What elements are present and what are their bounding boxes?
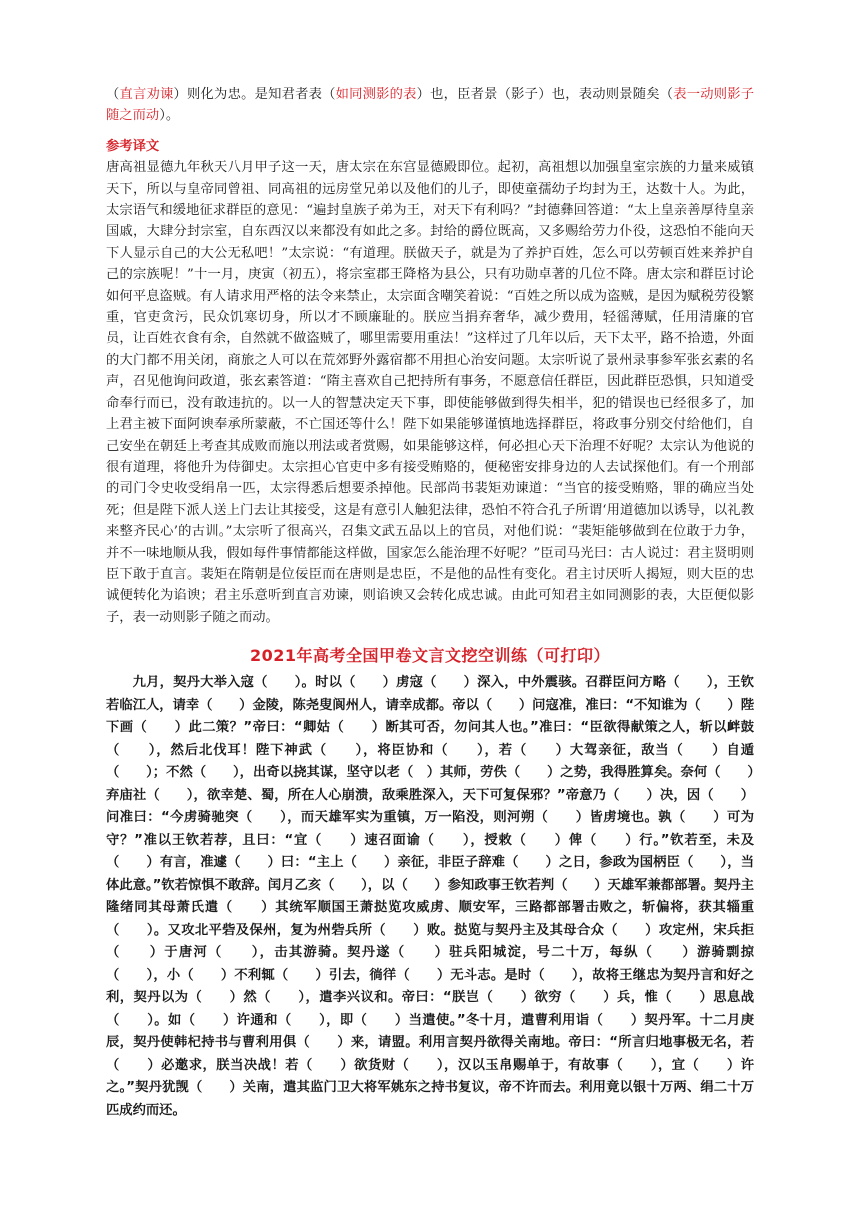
answers-line [106,84,754,127]
answer-blank: 直言劝谏 [119,87,174,102]
answers-text: （ [106,87,120,102]
answers-text: ）。 [159,108,180,124]
translation-body: 唐高祖显德九年秋天八月甲子这一天，唐太宗在东宫显德殿即位。起初，高祖想以加强皇室宗族的力量来威镇天下，所以与皇帝同曾祖、同高祖的远房堂兄弟以及他们的儿子，即使童孺幼子均封为王，达数十人。为此，太宗语气和缓地征求群臣的意见：“遍封皇族子弟为王，对天下有利吗？”封德彝回答道：“太上皇亲善厚待皇亲国戚，大肆分封宗室，自东西汉以来都没有如此之多。封给的爵位既高，又多赐给劳力仆役，这恐怕不能向天下人显示自己的大公无私吧！”太宗说：“有道理。朕做天子，就是为了养护百姓，怎么可以劳顿百姓来养护自己的宗族呢！”十一月，庚寅（初五），将宗室郡王降格为县公，只有功勋卓著的几位不降。唐太宗和群臣讨论如何平息盗贼。有人请求用严格的法令来禁止，太宗面含嘲笑着说：“百姓之所以成为盗贼，是因为赋税劳役繁重，官吏贪污，民众饥寒切身，所以才不顾廉耻的。朕应当捐弃奢华，减少费用，轻徭薄赋，任用清廉的官员，让百姓衣食有余，自然就不做盗贼了，哪里需要用重法！”这样过了几年以后，天下太平，路不拾遗，外面的大门都不用关闭，商旅之人可以在荒郊野外露宿都不用担心治安问题。太宗听说了景州录事参军张玄素的名声，召见他询问政道，张玄素答道：“隋主喜欢自己把持所有事务，不愿意信任群臣，因此群臣恐惧，只知道受命奉行而已，没有敢违抗的。以一人的智慧决定天下事，即使能够做到得失相半，犯的错误也已经很多了，加上君主被下面阿谀奉承所蒙蔽，不亡国还等什么！陛下如果能够谨慎地选择群臣，将政事分别交付给他们，自己安坐在朝廷上考查其成败而施以刑法或者赏赐，如果能够这样，何必担心天下治理不好呢？太宗认为他说的很有道理，将他升为侍御史。太宗担心官吏中多有接受贿赂的，便秘密安排身边的人去试探他们。有一个刑部的司门令史收受绢帛一匹，太宗得悉后想要杀掉他。民部尚书裴矩劝谏道：“当官的接受贿赂，罪的确应当处死；但是陛下派人送上门去让其接受，这是有意引人触犯法律，恐怕不符合孔子所谓‘用道德加以诱导，以礼教来整齐民心’的古训。”太宗听了很高兴，召集文武五品以上的官员，对他们说：“裴矩能够做到在位敢于力争，并不一味地顺从我，假如每件事情都能这样做，国家怎么能治理不好呢？”臣司马光曰：古人说过：君主贤明则臣下敢于直言。裴矩在隋朝是位佞臣而在唐则是忠臣，不是他的品性有变化。君主讨厌听人揭短，则大臣的忠诚便转化为谄谀；君主乐意听到直言劝谏，则谄谀又会转化成忠诚。由此可知君主如同测影的表，大臣便似影子，表一动则影子随之而动。 [106,160,754,625]
translation-heading: 参考译文 [106,138,160,154]
exercise-body: 九月，契丹大举入寇（ ）。时以（ ）虏寇（ ）深入，中外震骇。召群臣问方略（ ），王钦若临江人，请幸（ ）金陵，陈尧叟阆州人，请幸成都。帝以（ ）问寇准，准曰：“不知谁为（ ）陛下画（ ）此二策？”帝曰：“卿姑（ ）断其可否，勿问其人也。”准曰：“臣欲得献策之人，斩以衅鼓（ ），然后北伐耳！陛下神武（ ），将臣协和（ ），若（ ）大驾亲征，敌当（ ）自遁（ ）；不然（ ），出奇以挠其谋，坚守以老（ ）其师，劳佚（ ）之势，我得胜算矣。奈何（ ）弃庙社（ ），欲幸楚、蜀，所在人心崩溃，敌乘胜深入，天下可复保邪？”帝意乃（ ）决，因（ ）问准曰：“今虏骑驰突（ ），而天雄军实为重镇，万一陷没，则河朔（ ）皆虏境也。孰（ ）可为守？”准以王钦若荐，且曰：“宜（ ）速召面谕（ ），授敕（ ）俾（ ）行。”钦若至，未及（ ）有言，准遽（ ）曰：“主上（ ）亲征，非臣子辞难（ ）之日，参政为国柄臣（ ），当体此意。”钦若惊惧不敢辞。闰月乙亥（ ），以（ ）参知政事王钦若判（ ）天雄军兼都部署。契丹主隆绪同其母萧氏遣（ ）其统军顺国王萧挞览攻威虏、顺安军，三路都部署击败之，斩偏将，获其辎重（ ）。又攻北平砦及保州，复为州砦兵所（ ）败。挞览与契丹主及其母合众（ ）攻定州，宋兵拒（ ）于唐河（ ），击其游骑。契丹遂（ ）驻兵阳城淀，号二十万，每纵（ ）游骑剽掠（ ），小（ ）不利辄（ ）引去，徜徉（ ）无斗志。是时（ ），故将王继忠为契丹言和好之利，契丹以为（ ）然（ ），遣李兴议和。帝曰：“朕岂（ ）欲穷（ ）兵，惟（ ）思息战（ ）。如（ ）许通和（ ），即（ ）当遣使。”冬十月，遣曹利用诣（ ）契丹军。十二月庚辰，契丹使韩杞持书与曹利用俱（ ）来，请盟。利用言契丹欲得关南地。帝曰：“所言归地事极无名，若（ ）必邀求，朕当决战！若（ ）欲货财（ ），汉以玉帛赐单于，有故事（ ），宜（ ）许之。”契丹犹觊（ ）关南，遣其监门卫大将军姚东之持书复议，帝不许而去。利用竟以银十万两、绢二十万匹成约而还。 [106,675,754,1118]
exercise-title: 2021年高考全国甲卷文言文挖空训练（可打印） [249,646,611,665]
answers-text: ）也，表动则景随矣（ [538,87,674,102]
answer-blank: 表一动则影子随之而动 [106,87,755,124]
translation-section [106,84,754,628]
answers-text: ）则化为忠。是知君者表（ [173,87,336,102]
exercise-section [106,672,754,1122]
answers-text: ）也，臣者景（影子 [416,87,539,102]
answer-blank: 如同测影的表 [335,87,417,102]
